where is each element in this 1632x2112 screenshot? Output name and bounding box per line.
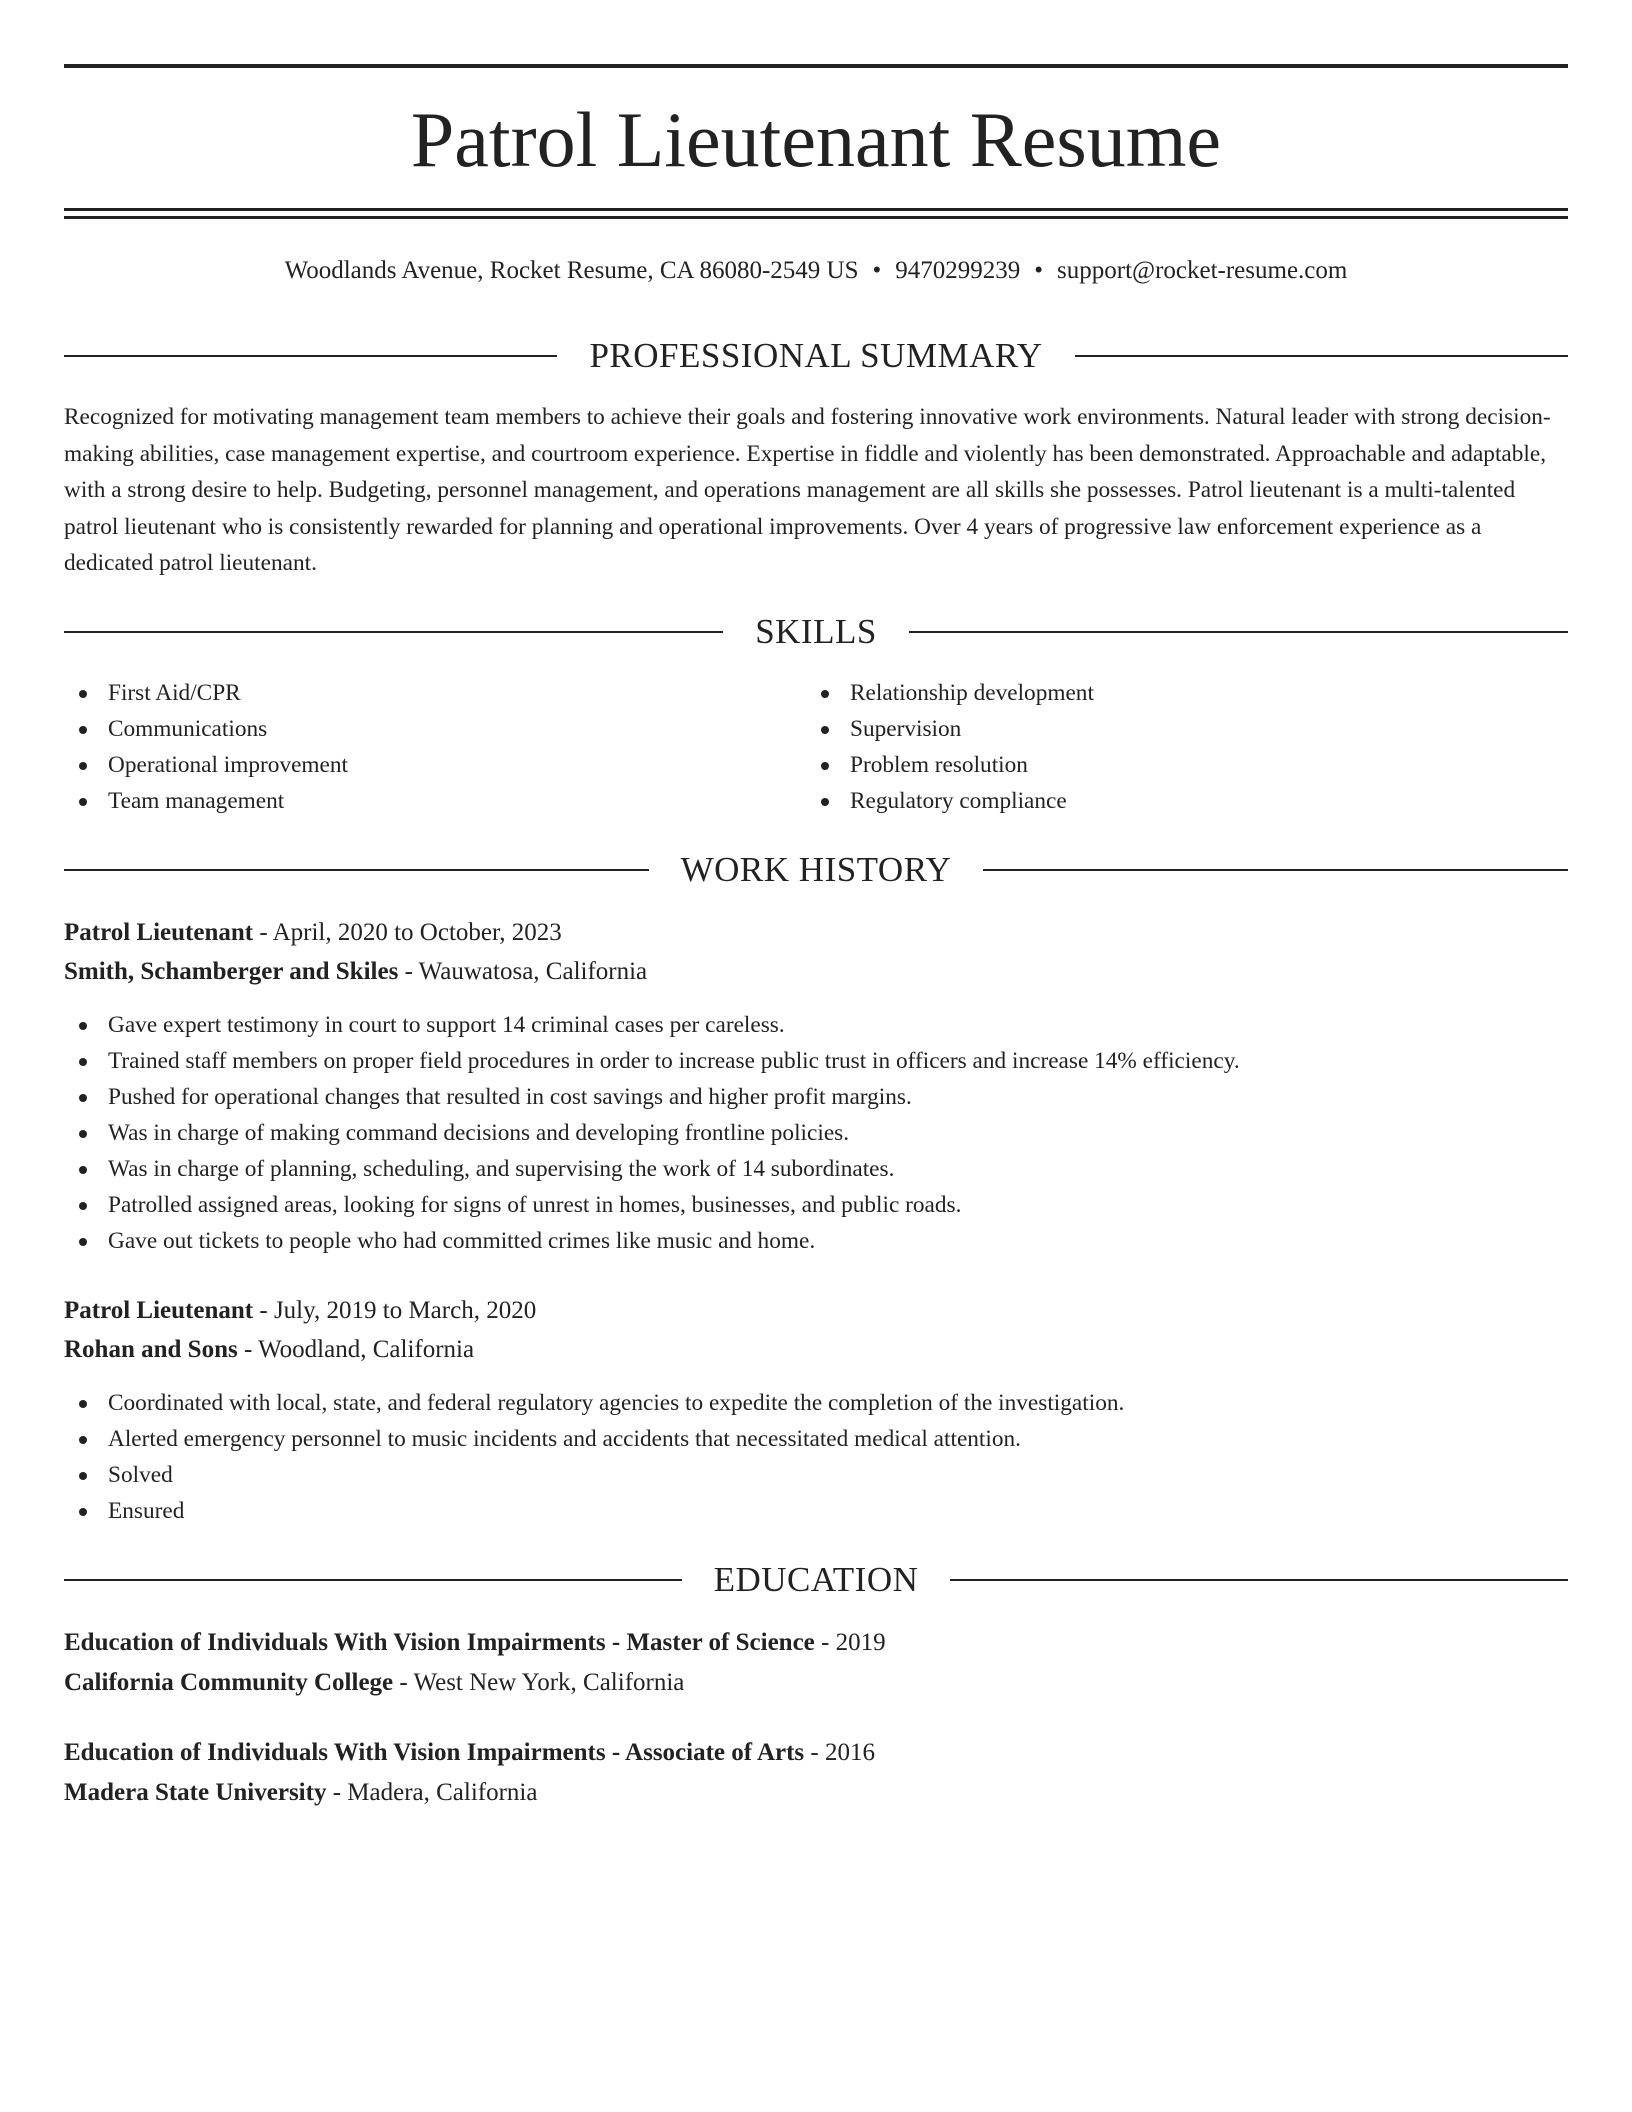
job-employer (64, 1331, 1568, 1369)
skill-item: Operational improvement (64, 747, 804, 783)
education-degree: Education of Individuals With Vision Impairments - Master of Science (64, 1629, 815, 1656)
job-bullet: Solved (64, 1457, 1568, 1493)
education-year: - 2016 (804, 1739, 875, 1766)
job-company: Rohan and Sons (64, 1336, 238, 1363)
contact-phone: 9470299239 (895, 257, 1021, 284)
skill-item: Team management (64, 783, 804, 819)
job-bullet: Gave out tickets to people who had committed crimes like music and home. (64, 1223, 1568, 1259)
resume-title: Patrol Lieutenant Resume (410, 96, 1222, 183)
job-bullet: Coordinated with local, state, and federal regulatory agencies to expedite the completion of the investigation. (64, 1385, 1568, 1421)
skill-item: Communications (64, 711, 804, 747)
contact-separator: • (1034, 257, 1044, 284)
skill-item: Relationship development (806, 675, 1546, 711)
education-header (64, 1624, 1568, 1662)
summary-text: Recognized for motivating management team members to achieve their goals and fostering innovative work environments. Natural leader with strong decision-making abilities, case management expertise, and courtroom experience. Expertise in fiddle and violently has been demonstrated. Approachable and adaptable, with a strong desire to help. Budgeting, personnel management, and operations management are all skills she possesses. Patrol lieutenant is a multi-talented patrol lieutenant who is consistently rewarded for planning and operational improvements. Over 4 years of progressive law enforcement experience as a dedicated patrol lieutenant. (64, 404, 1551, 576)
education-school: Madera State University (64, 1779, 327, 1806)
job-title: Patrol Lieutenant (64, 919, 254, 946)
section-title-work: WORK HISTORY (680, 850, 952, 889)
section-header-summary (64, 334, 1568, 378)
job-bullet: Gave expert testimony in court to support 14 criminal cases per careless. (64, 1007, 1568, 1043)
title-rule-lower (64, 216, 1568, 219)
education-degree: Education of Individuals With Vision Impairments - Associate of Arts (64, 1739, 805, 1766)
job-location: - Woodland, California (237, 1336, 475, 1363)
section-rule-right (909, 631, 1568, 633)
job-header (64, 914, 1568, 952)
section-rule-right (1075, 355, 1568, 357)
job-bullet: Alerted emergency personnel to music incidents and accidents that necessitated medical attention. (64, 1421, 1568, 1457)
job-location: - Wauwatosa, California (398, 958, 648, 985)
education-school: California Community College (64, 1669, 394, 1696)
section-rule-left (64, 869, 649, 871)
job-bullet: Pushed for operational changes that resulted in cost savings and higher profit margins. (64, 1079, 1568, 1115)
section-rule-left (64, 631, 723, 633)
job-bullets (64, 1007, 1568, 1259)
job-bullet: Was in charge of planning, scheduling, and supervising the work of 14 subordinates. (64, 1151, 1568, 1187)
job-bullet: Was in charge of making command decisions and developing frontline policies. (64, 1115, 1568, 1151)
skill-item: Problem resolution (806, 747, 1546, 783)
skills-column-right (806, 675, 1546, 819)
job-bullet: Trained staff members on proper field procedures in order to increase public trust in officers and increase 14% efficiency. (64, 1043, 1568, 1079)
education-header (64, 1734, 1568, 1772)
skills-column-left (64, 675, 804, 819)
job-bullet: Patrolled assigned areas, looking for signs of unrest in homes, businesses, and public roads. (64, 1187, 1568, 1223)
job-bullet: Ensured (64, 1493, 1568, 1529)
skill-item: Regulatory compliance (806, 783, 1546, 819)
section-rule-left (64, 1579, 682, 1581)
contact-line (8, 253, 1624, 289)
education-location: - Madera, California (326, 1779, 538, 1806)
contact-email: support@rocket-resume.com (1057, 257, 1348, 284)
job-title: Patrol Lieutenant (64, 1297, 254, 1324)
job-dates: - July, 2019 to March, 2020 (253, 1297, 537, 1324)
section-title-education: EDUCATION (713, 1560, 919, 1599)
job-bullets (64, 1385, 1568, 1529)
section-header-work (64, 848, 1568, 892)
top-rule (64, 64, 1568, 68)
section-title-summary: PROFESSIONAL SUMMARY (589, 336, 1043, 375)
skill-item: Supervision (806, 711, 1546, 747)
section-header-skills (64, 610, 1568, 654)
education-school-line (64, 1774, 1568, 1812)
section-header-education (64, 1558, 1568, 1602)
contact-separator: • (872, 257, 882, 284)
education-school-line (64, 1664, 1568, 1702)
section-rule-left (64, 355, 557, 357)
title-rule-upper (64, 208, 1568, 211)
job-dates: - April, 2020 to October, 2023 (253, 919, 562, 946)
section-title-skills: SKILLS (755, 612, 877, 651)
section-rule-right (950, 1579, 1568, 1581)
contact-address: Woodlands Avenue, Rocket Resume, CA 86080-2549 US (284, 257, 859, 284)
education-year: - 2019 (814, 1629, 886, 1656)
skill-item: First Aid/CPR (64, 675, 804, 711)
section-rule-right (983, 869, 1568, 871)
job-company: Smith, Schamberger and Skiles (64, 958, 399, 985)
job-header (64, 1292, 1568, 1330)
job-employer (64, 953, 1568, 991)
education-location: - West New York, California (393, 1669, 685, 1696)
